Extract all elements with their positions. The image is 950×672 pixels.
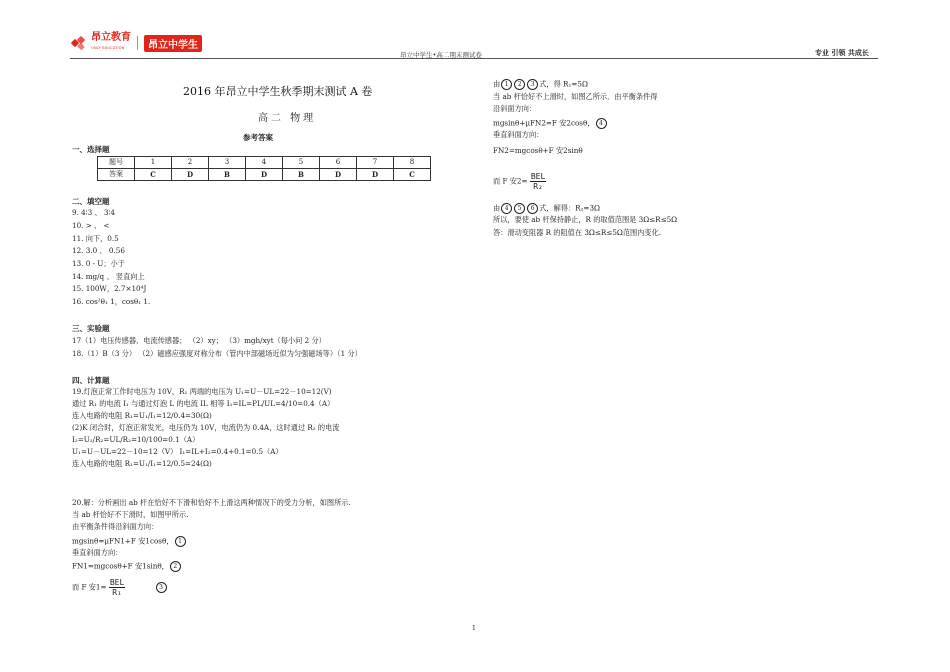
calc-19-line: 19.灯泡正常工作时电压为 10V，R₁ 两端的电压为 U₁=U－UL=22－10=12(V) — [72, 387, 332, 396]
calc-20-line: 垂直斜面方向： — [72, 548, 123, 557]
answer-table — [97, 156, 431, 181]
equation-text: mgsinθ+μFN2=F 安2cosθ， — [493, 118, 595, 128]
equation-text: 而 F 安2= — [493, 176, 528, 186]
calc-20-equation-2 — [72, 561, 182, 572]
table-cell: 8 — [394, 157, 431, 169]
fill-answer-15: 15. 100W，2.7×10⁴J — [72, 284, 147, 293]
calc-20-right-line: 当 ab 杆恰好不上滑时，如图乙所示．由平衡条件得 — [493, 92, 658, 101]
experiment-answer-17: 17（1）电压传感器、电流传感器； （2）xy； （3）mgh/xyt（每小问 2 分） — [72, 336, 326, 345]
table-row-answers — [98, 169, 431, 181]
calc-20-equation-5: FN2=mgcosθ+F 安2sinθ — [493, 146, 583, 155]
circled-number-3: 3 — [156, 582, 167, 593]
fill-answer-12: 12. 3.0 、 0.56 — [72, 246, 125, 255]
table-cell: 7 — [357, 157, 394, 169]
calc-19-line: (2)K 闭合时，灯泡正常发光，电压仍为 10V，电流仍为 0.4A，这时通过 R₂ 的电流 — [72, 423, 340, 432]
equation-text: 式，解得：R₂=3Ω — [539, 203, 600, 213]
fill-answer-16: 16. cos²θ₁ 1，cosθ₁ 1. — [72, 297, 151, 306]
calc-20-right-line: 沿斜面方向： — [493, 104, 537, 113]
calc-19-line: 连入电路的电阻 R₁=U₁/I₁=12/0.4=30(Ω) — [72, 411, 212, 420]
page-number: 1 — [472, 625, 476, 632]
equation-text: 式，得 R₁=5Ω — [539, 79, 588, 89]
fill-answer-9: 9. 4∶3 、 3∶4 — [72, 208, 115, 217]
calc-20-right-line: 垂直斜面方向： — [493, 130, 544, 139]
table-cell: D — [357, 169, 394, 181]
circled-number-2: 2 — [170, 561, 181, 572]
table-cell: B — [283, 169, 320, 181]
calc-19-line: 连入电路的电阻 R₁=U₁/I₁=12/0.5=24(Ω) — [72, 459, 212, 468]
fraction-denominator: R₂ — [533, 182, 543, 191]
table-cell: 5 — [283, 157, 320, 169]
calc-20-equation-6 — [493, 172, 546, 191]
table-cell: 题号 — [98, 157, 135, 169]
fraction-f1 — [109, 578, 125, 597]
fill-answer-13: 13. 0 - U；小于 — [72, 259, 125, 268]
fraction-denominator: R₁ — [112, 588, 122, 597]
circled-number-4: 4 — [501, 203, 512, 214]
circled-number-6: 6 — [527, 203, 538, 214]
circled-number-1: 1 — [175, 536, 186, 547]
table-cell: D — [246, 169, 283, 181]
brand-logo — [72, 33, 202, 53]
calc-19-line: U₁=U－UL=22－10=12（V） I₁=IL+I₂=0.4+0.1=0.5（A） — [72, 447, 283, 456]
fraction-numerator: BEL — [109, 578, 125, 587]
header-divider — [70, 58, 878, 59]
calc-19-line: 通过 R₁ 的电流 I₁ 与通过灯泡 L 的电流 IL 相等 I₁=IL=PL/UL=4/10=0.4（A） — [72, 399, 335, 408]
section-heading-choice: 一、选择题 — [72, 145, 110, 154]
section-heading-experiment: 三、实验题 — [72, 324, 110, 333]
table-cell: 4 — [246, 157, 283, 169]
calc-20-equation-1 — [72, 536, 187, 547]
table-cell: 6 — [320, 157, 357, 169]
circled-number-4: 4 — [596, 118, 607, 129]
logo-separator — [137, 36, 138, 50]
logo-main-text: 昂立教育 — [91, 32, 131, 43]
calc-19-line: I₂=U₂/R₂=UL/R₂=10/100=0.1（A） — [72, 435, 200, 444]
table-cell: D — [172, 169, 209, 181]
circled-number-2: 2 — [514, 79, 525, 90]
calc-20-right-line: 所以，要使 ab 杆保持静止，R 的取值范围是 3Ω≤R≤5Ω — [493, 215, 678, 224]
section-heading-fill: 二、填空题 — [72, 197, 110, 206]
equation-text: 由 — [493, 203, 501, 213]
exam-title: 2016 年昂立中学生秋季期末测试 A 卷 — [183, 85, 373, 98]
circled-number-3: 3 — [527, 79, 538, 90]
header-slogan: 专业 引领 共成长 — [815, 49, 869, 57]
equation-text: mgsinθ=μFN1+F 安1cosθ， — [72, 536, 174, 546]
table-cell: C — [135, 169, 172, 181]
header-center-text: 昂立中学生•高二期末测试卷 — [400, 51, 482, 59]
table-cell: D — [320, 169, 357, 181]
calc-20-equation-3 — [72, 578, 168, 597]
table-cell: B — [209, 169, 246, 181]
logo-sub-text: ONLY EDUCATION — [91, 46, 125, 50]
equation-text: 由 — [493, 79, 501, 89]
logo-text — [91, 33, 131, 53]
fraction-numerator: BEL — [530, 172, 546, 181]
fill-answer-11: 11. 向下，0.5 — [72, 234, 119, 243]
table-row-numbers — [98, 157, 431, 169]
circled-number-1: 1 — [501, 79, 512, 90]
calc-20-line: 当 ab 杆恰好不下滑时，如图甲所示. — [72, 510, 189, 519]
fill-answer-14: 14. mg/q 、 竖直向上 — [72, 272, 145, 281]
calc-20-conclusion: 答：滑动变阻器 R 的阻值在 3Ω≤R≤5Ω范围内变化. — [493, 228, 662, 237]
table-cell: 答案 — [98, 169, 135, 181]
table-cell: 1 — [135, 157, 172, 169]
calc-20-line: 20.解：分析画出 ab 杆在恰好不下滑和恰好不上滑这两种情况下的受力分析，如图所示. — [72, 498, 351, 507]
calc-20-right-line — [493, 79, 588, 90]
answer-heading: 参考答案 — [243, 133, 273, 142]
exam-subtitle: 高二 物理 — [258, 113, 317, 124]
section-heading-calc: 四、计算题 — [72, 376, 110, 385]
calc-20-line: 由平衡条件得沿斜面方向： — [72, 522, 159, 531]
logo-mark-icon — [72, 36, 88, 50]
calc-20-equation-4 — [493, 118, 608, 129]
table-cell: C — [394, 169, 431, 181]
fraction-f2 — [530, 172, 546, 191]
fill-answer-10: 10. > 、 < — [72, 221, 110, 230]
calc-20-right-line — [493, 203, 600, 214]
table-cell: 3 — [209, 157, 246, 169]
logo-badge: 昂立中学生 — [144, 35, 202, 52]
experiment-answer-18: 18.（1）B（3 分） （2）磁感应强度对称分布（管内中部磁场近似为匀强磁场等）（1 分） — [72, 349, 362, 358]
equation-text: FN1=mgcosθ+F 安1sinθ， — [72, 561, 169, 571]
table-cell: 2 — [172, 157, 209, 169]
circled-number-5: 5 — [514, 203, 525, 214]
equation-text: 而 F 安1= — [72, 582, 107, 592]
